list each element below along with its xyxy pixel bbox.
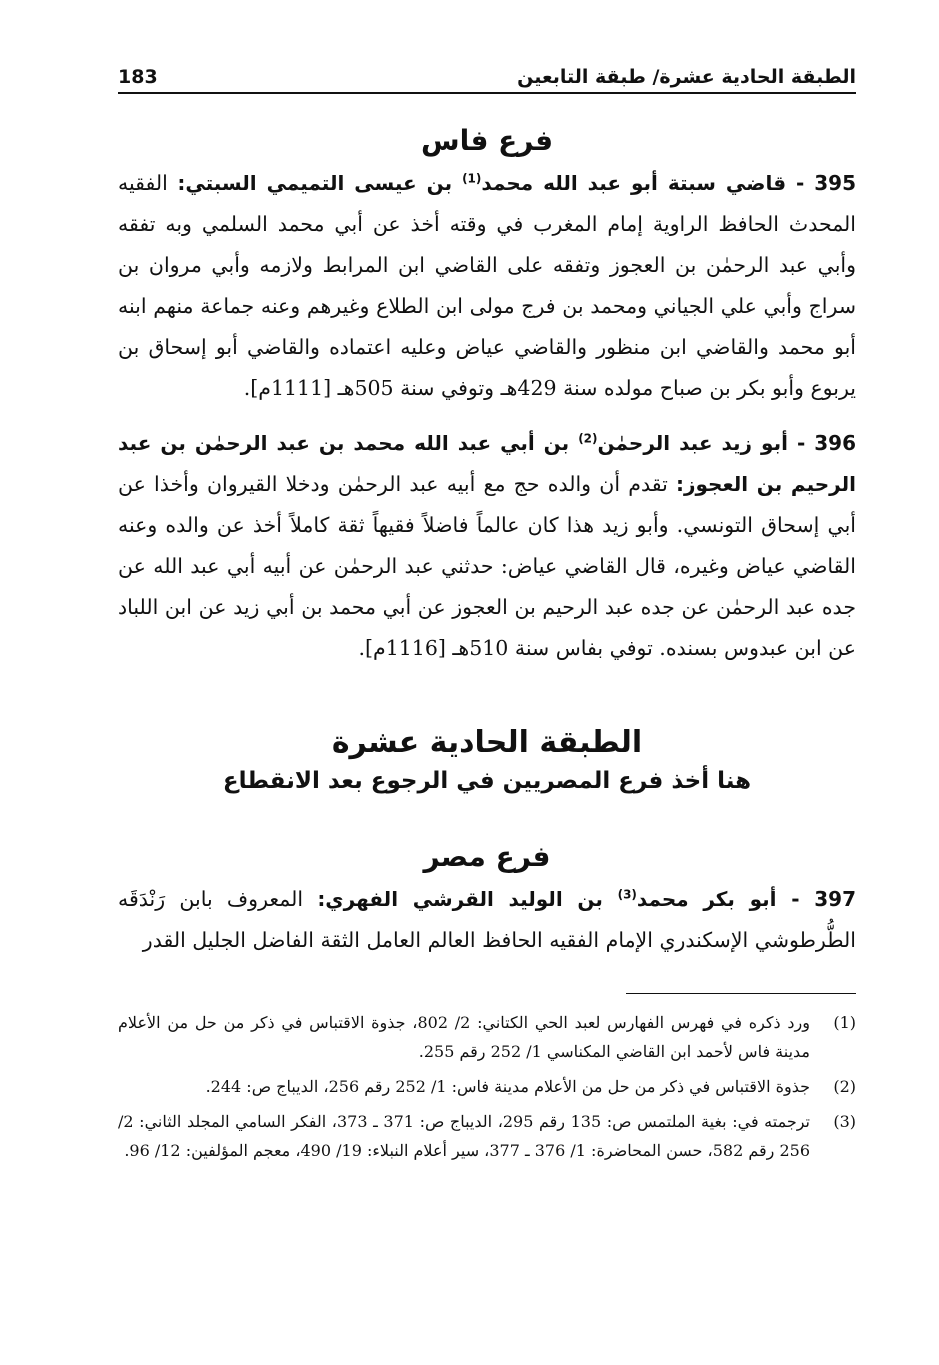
footnote-number: (2) — [833, 1077, 856, 1096]
footnote-ref-1[interactable]: (1) — [462, 171, 482, 186]
footnote-number: (1) — [833, 1013, 856, 1032]
footnote-ref-3[interactable]: (3) — [617, 887, 637, 902]
entry-397-name-start: 397 - أبو بكر محمد — [636, 887, 856, 911]
entry-395-name-end: بن عيسى التميمي السبتي: — [177, 171, 463, 195]
entry-396-name-start: 396 - أبو زيد عبد الرحمٰن — [597, 431, 856, 455]
tabaqa-subtitle: هنا أخذ فرع المصريين في الرجوع بعد الانقطاع — [222, 768, 752, 794]
footnote-number: (3) — [833, 1112, 856, 1131]
footnotes — [118, 1008, 856, 1165]
section-heading-misr: فرع مصر — [423, 840, 551, 873]
running-head-title: الطبقة الحادية عشرة/ طبقة التابعين — [517, 66, 856, 88]
footnote-text: ورد ذكره في فهرس الفهارس لعبد الحي الكتاني: 2/ 802، جذوة الاقتباس في ذكر من حل من الأعلام مدينة فاس لأحمد ابن القاضي المكناسي 1/ 252 رقم 255. — [118, 1013, 810, 1061]
entry-397-lead — [317, 887, 856, 911]
biography-entry-397 — [118, 879, 856, 961]
footnote-ref-2[interactable]: (2) — [578, 431, 598, 446]
tabaqa-title: الطبقة الحادية عشرة — [331, 725, 643, 760]
entry-396-name-end: بن أبي عبد الله محمد بن عبد الرحمٰن بن عبد الرحيم بن العجوز: — [118, 431, 856, 496]
entry-395-lead — [177, 171, 856, 195]
book-page — [118, 56, 856, 1336]
footnote-text: ترجمته في: بغية الملتمس ص: 135 رقم 295، الديباج ص: 371 ـ 373، الفكر السامي المجلد الثاني: 2/ 256 رقم 582، حسن المحاضرة: 1/ 376 ـ 377، سير أعلام النبلاء: 19/ 490، معجم المؤلفين: 12/ 96. — [118, 1112, 811, 1160]
footnote-1 — [118, 1008, 856, 1066]
section-heading-fas: فرع فاس — [420, 124, 554, 157]
entry-397-body: المعروف بابن رَنْدَقَه الطُّرطوشي الإسكندري الإمام الفقيه الحافظ العالم العامل الثقة الفاضل الجليل القدر — [118, 887, 856, 952]
entry-395-body: الفقيه المحدث الحافظ الراوية إمام المغرب في وقته أخذ عن أبي محمد السلمي وبه تفقه وأبي عبد الرحمٰن بن العجوز وتفقه على القاضي ابن المرابط ولازمه وأبي مروان بن سراج وأبي علي الجياني ومحمد بن فرج مولى ابن الطلاع وغيرهم وعنه جماعة منهم ابنه أبو محمد والقاضي ابن منظور والقاضي عياض وعليه اعتماده والقاضي أبو إسحاق بن يربوع وأبو بكر بن صباح مولده سنة 429هـ وتوفي سنة 505هـ [1111م]. — [118, 171, 856, 400]
footnote-3 — [118, 1107, 856, 1165]
biography-entry-395 — [118, 163, 856, 409]
footnote-divider — [626, 993, 856, 994]
footnote-text: جذوة الاقتباس في ذكر من حل من الأعلام مدينة فاس: 1/ 252 رقم 256، الديباج ص: 244. — [205, 1077, 810, 1096]
running-head — [118, 56, 856, 94]
footnote-2 — [118, 1072, 856, 1101]
entry-397-name-end: بن الوليد القرشي الفهري: — [317, 887, 618, 911]
biography-entry-396 — [118, 423, 856, 669]
entry-395-name-start: 395 - قاضي سبتة أبو عبد الله محمد — [481, 171, 857, 195]
page-number: 183 — [118, 66, 158, 88]
entry-396-body: تقدم أن والده حج مع أبيه عبد الرحمٰن ودخلا القيروان وأخذا عن أبي إسحاق التونسي. وأبو زيد هذا كان عالماً فاضلاً فقيهاً ثقة كاملاً أخذ عن والده وعنه القاضي عياض وغيره، قال القاضي عياض: حدثني عبد الرحمٰن عن أبيه أبي عبد الله عن جده عبد الرحمٰن عن جده عبد الرحيم بن العجوز عن أبي محمد بن أبي زيد عن ابن اللباد عن ابن عبدوس بسنده. توفي بفاس سنة 510هـ [1116م]. — [118, 472, 856, 660]
